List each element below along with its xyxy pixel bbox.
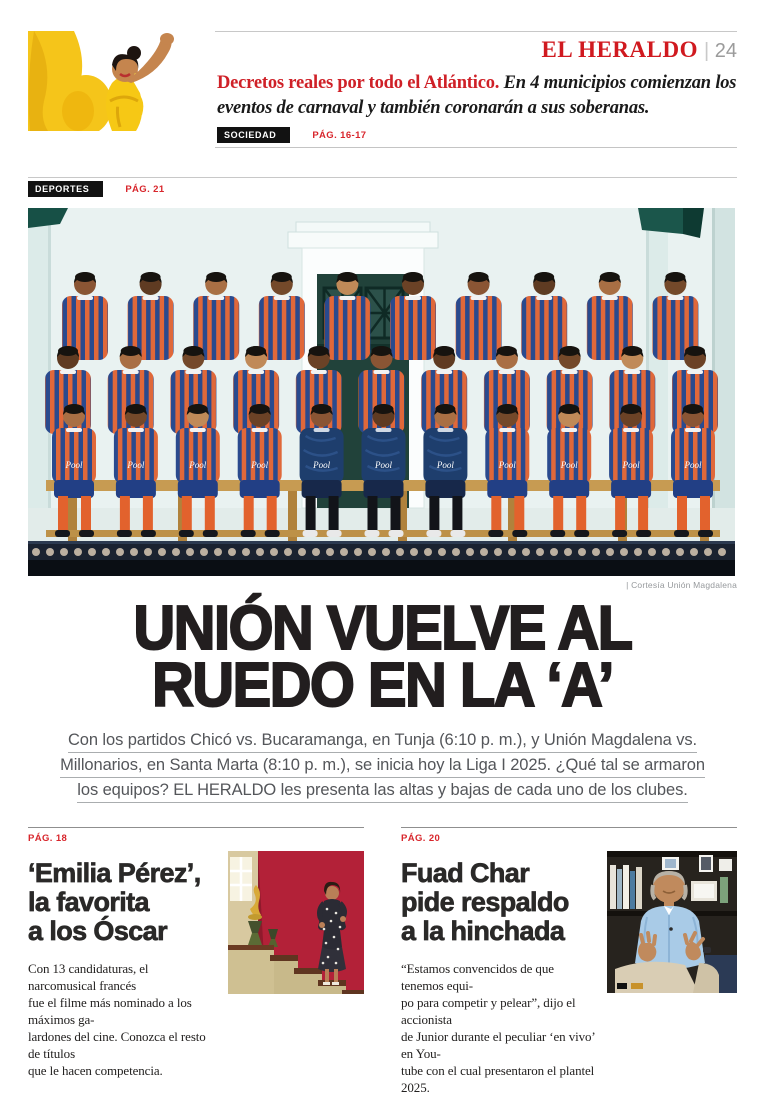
- main-headline-line1: UNIÓN VUELVE AL: [133, 594, 632, 663]
- jersey-sponsor-text: Pool: [251, 460, 269, 470]
- jersey-sponsor-text: Pool: [189, 460, 207, 470]
- main-headline-line2: RUEDO EN LA ‘A’: [152, 651, 613, 720]
- section-badge-deportes: DEPORTES: [28, 181, 103, 197]
- teaser-emilia-body: Con 13 candidaturas, el narcomusical francés fue el filme más nominado a los máximos ga- lardones del cine. Conozca el resto de títulos que le hacen competencia.: [28, 961, 206, 1078]
- promo-kicker-text: En 4 municipios comienzan los eventos de carnaval y también coronarán a sus soberanas.: [217, 73, 737, 118]
- jersey-sponsor-text: Pool: [560, 460, 578, 470]
- jersey-sponsor-text: Pool: [375, 460, 392, 470]
- emilia-perez-illustration: [228, 851, 364, 994]
- top-promo-header: [28, 31, 737, 148]
- teaser-fuad-headline: [401, 859, 597, 946]
- emilia-headline-line3: a los Óscar: [28, 916, 167, 946]
- team-photo: [28, 208, 735, 576]
- teaser-fuad-body: “Estamos convencidos de que tenemos equi- po para competir y pelear”, dijo el accionista de Junior durante el peculiar ‘en vivo’ en You- tube con el cual presentaron el plantel 2025.: [401, 961, 595, 1095]
- newspaper-page: [28, 0, 737, 1096]
- page-ref-fuad: PÁG. 20: [401, 833, 441, 844]
- page-ref-emilia: PÁG. 18: [28, 833, 68, 844]
- teaser-emilia-headline: [28, 859, 218, 946]
- carnival-queen-photo: [28, 31, 210, 131]
- fuad-headline-line2: pide respaldo: [401, 887, 569, 917]
- fuad-headline-line1: Fuad Char: [401, 858, 530, 888]
- promo-kicker: [217, 71, 737, 121]
- fuad-char-illustration: [607, 851, 737, 993]
- carnival-queen-illustration: [28, 31, 210, 131]
- jersey-sponsor-text: Pool: [622, 460, 640, 470]
- jersey-sponsor-text: Pool: [436, 460, 454, 470]
- folio-divider: |: [703, 40, 710, 62]
- deck: [28, 731, 737, 806]
- team-photo-illustration: [28, 208, 735, 576]
- page-ref-sociedad: PÁG. 16-17: [312, 129, 367, 141]
- deck-line3: los equipos? EL HERALDO les presenta las altas y bajas de cada uno de los clubes.: [77, 781, 687, 803]
- emilia-headline-line1: ‘Emilia Pérez’,: [28, 858, 201, 888]
- fuad-headline-line3: a la hinchada: [401, 916, 565, 946]
- jersey-sponsor-text: Pool: [498, 460, 516, 470]
- deck-line1: Con los partidos Chicó vs. Bucaramanga, en Tunja (6:10 p. m.), y Unión Magdalena vs.: [68, 731, 697, 753]
- emilia-perez-photo: [228, 851, 364, 994]
- jersey-sponsor-text: Pool: [65, 460, 83, 470]
- photo-caption: | Cortesía Unión Magdalena: [626, 580, 737, 590]
- page-ref-deportes: PÁG. 21: [125, 183, 165, 195]
- section-badge-sociedad: SOCIEDAD: [217, 127, 290, 143]
- promo-kicker-lead: Decretos reales por todo el Atlántico.: [217, 73, 500, 93]
- jersey-sponsor-text: Pool: [684, 460, 702, 470]
- jersey-sponsor-text: Pool: [313, 460, 331, 470]
- sports-section-rule: [28, 177, 737, 178]
- masthead-logo: EL HERALDO: [541, 37, 698, 62]
- teaser-emilia-perez: [28, 827, 364, 1096]
- page-number: 24: [714, 40, 737, 62]
- fuad-char-photo: [607, 851, 737, 993]
- jersey-sponsor-text: Pool: [127, 460, 145, 470]
- top-promo-right: [215, 31, 737, 148]
- deck-line2: Millonarios, en Santa Marta (8:10 p. m.), se inicia hoy la Liga I 2025. ¿Qué tal se armaron: [60, 756, 705, 778]
- main-headline: [53, 594, 712, 720]
- teaser-fuad-char: [401, 827, 737, 1096]
- emilia-headline-line2: la favorita: [28, 887, 149, 917]
